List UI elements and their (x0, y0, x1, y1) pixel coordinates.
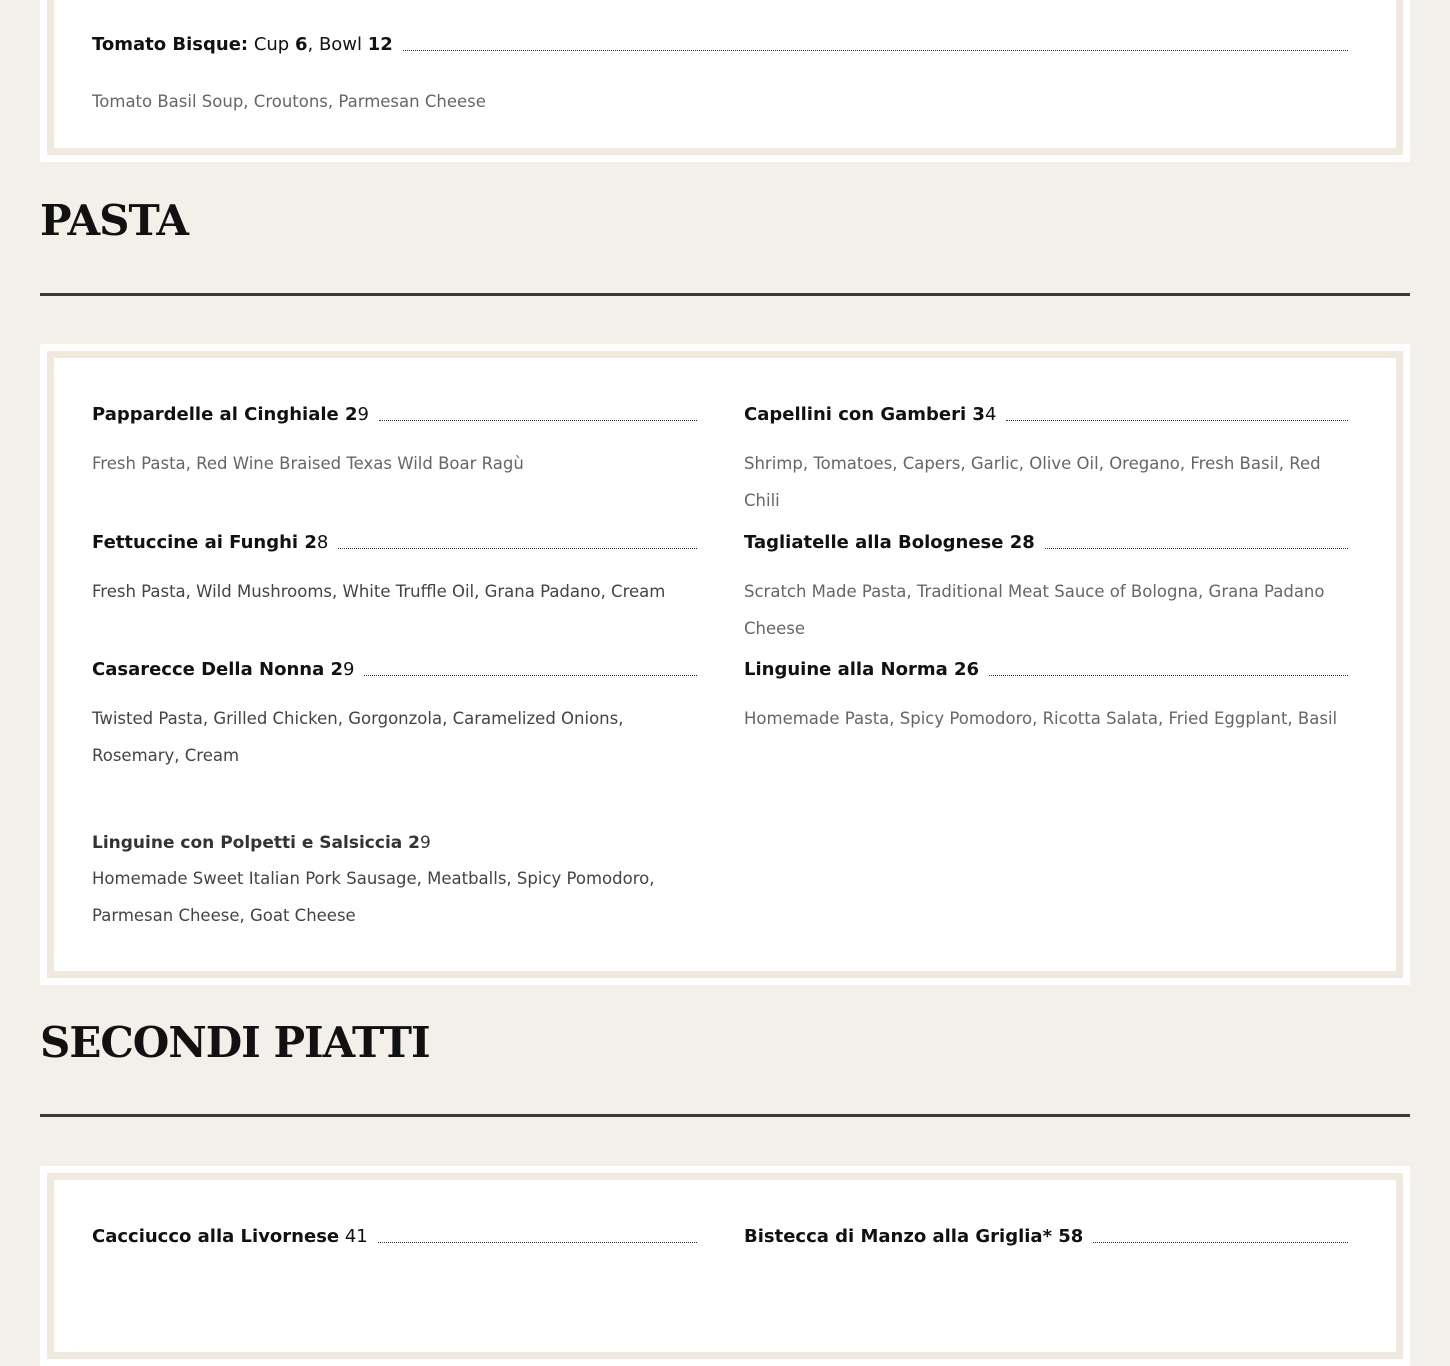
soup-card (40, 0, 1410, 162)
menu-item-name: Tagliatelle alla Bolognese 28 (744, 531, 1035, 553)
menu-item-head (92, 654, 697, 684)
menu-item-price: 8 (316, 531, 329, 553)
menu-item-price: 4 (984, 403, 997, 425)
menu-item-casarecce (92, 654, 697, 774)
menu-item-linguine-polpetti (92, 830, 697, 934)
menu-item-head (744, 399, 1348, 429)
menu-item-head (744, 1221, 1348, 1251)
cup-price: 6 (294, 33, 308, 55)
menu-item-head (92, 399, 697, 429)
dotted-leader (379, 420, 697, 421)
dotted-leader (989, 675, 1348, 676)
dotted-leader (1045, 548, 1348, 549)
menu-item-price: 9 (343, 658, 355, 680)
dotted-leader (1006, 420, 1348, 421)
menu-item-head (92, 1221, 697, 1251)
dotted-leader (338, 548, 697, 549)
soup-card-inner (47, 0, 1403, 155)
menu-item-head (92, 830, 697, 856)
bowl-label: , Bowl (307, 33, 368, 55)
dotted-leader (378, 1242, 697, 1243)
menu-item-head (92, 527, 697, 557)
menu-item-head (744, 654, 1348, 684)
menu-item-name: Linguine con Polpetti e Salsiccia 2 (92, 833, 420, 853)
menu-item-capellini (744, 399, 1348, 519)
menu-item-cacciucco (92, 1221, 697, 1251)
dotted-leader (1093, 1242, 1348, 1243)
menu-item-name: Linguine alla Norma 26 (744, 658, 980, 680)
menu-item-price: 9 (357, 403, 369, 425)
menu-item-price: 9 (420, 833, 431, 853)
menu-item-pappardelle (92, 399, 697, 482)
menu-item-name: Casarecce Della Nonna 2 (92, 658, 344, 680)
cup-label: Cup (248, 33, 295, 55)
menu-item-linguine-norma (744, 654, 1348, 737)
menu-item-bistecca (744, 1221, 1348, 1251)
menu-item-name: Cacciucco alla Livornese (92, 1225, 340, 1247)
menu-item-name: Fettuccine ai Funghi 2 (92, 531, 317, 553)
bowl-price: 12 (367, 33, 393, 55)
pasta-card-inner (47, 351, 1403, 978)
dotted-leader (364, 675, 697, 676)
secondi-card-inner (47, 1173, 1403, 1359)
menu-item-tomato-bisque (92, 29, 1348, 120)
dotted-leader (403, 50, 1348, 51)
menu-item-price: 41 (339, 1225, 368, 1247)
menu-item-description: Homemade Sweet Italian Pork Sausage, Meatballs, Spicy Pomodoro, Parmesan Cheese, Goat Cheese (92, 869, 655, 925)
menu-item-tagliatelle (744, 527, 1348, 647)
menu-item-head (744, 527, 1348, 557)
menu-item-description: Twisted Pasta, Grilled Chicken, Gorgonzola, Caramelized Onions, Rosemary, Cream (92, 709, 624, 765)
section-divider (40, 1114, 1410, 1117)
section-title-secondi: SECONDI PIATTI (40, 1018, 430, 1067)
menu-item-description: Scratch Made Pasta, Traditional Meat Sauce of Bologna, Grana Padano Cheese (744, 582, 1325, 638)
menu-item-name: Bistecca di Manzo alla Griglia* 58 (744, 1225, 1084, 1247)
menu-item-name: Tomato Bisque: (92, 33, 249, 55)
menu-item-description: Fresh Pasta, Wild Mushrooms, White Truffle Oil, Grana Padano, Cream (92, 582, 666, 601)
menu-item-description: Homemade Pasta, Spicy Pomodoro, Ricotta Salata, Fried Eggplant, Basil (744, 709, 1338, 728)
section-divider (40, 293, 1410, 296)
menu-item-description: Shrimp, Tomatoes, Capers, Garlic, Olive Oil, Oregano, Fresh Basil, Red Chili (744, 454, 1321, 510)
section-title-pasta: PASTA (40, 196, 188, 245)
menu-item-name: Pappardelle al Cinghiale 2 (92, 403, 358, 425)
menu-item-description: Tomato Basil Soup, Croutons, Parmesan Cheese (92, 92, 486, 111)
secondi-card (40, 1166, 1410, 1366)
menu-item-description: Fresh Pasta, Red Wine Braised Texas Wild Boar Ragù (92, 454, 524, 473)
menu-item-name: Capellini con Gamberi 3 (744, 403, 985, 425)
pasta-card (40, 344, 1410, 985)
menu-item-fettuccine (92, 527, 697, 610)
menu-item-head (92, 29, 1348, 59)
